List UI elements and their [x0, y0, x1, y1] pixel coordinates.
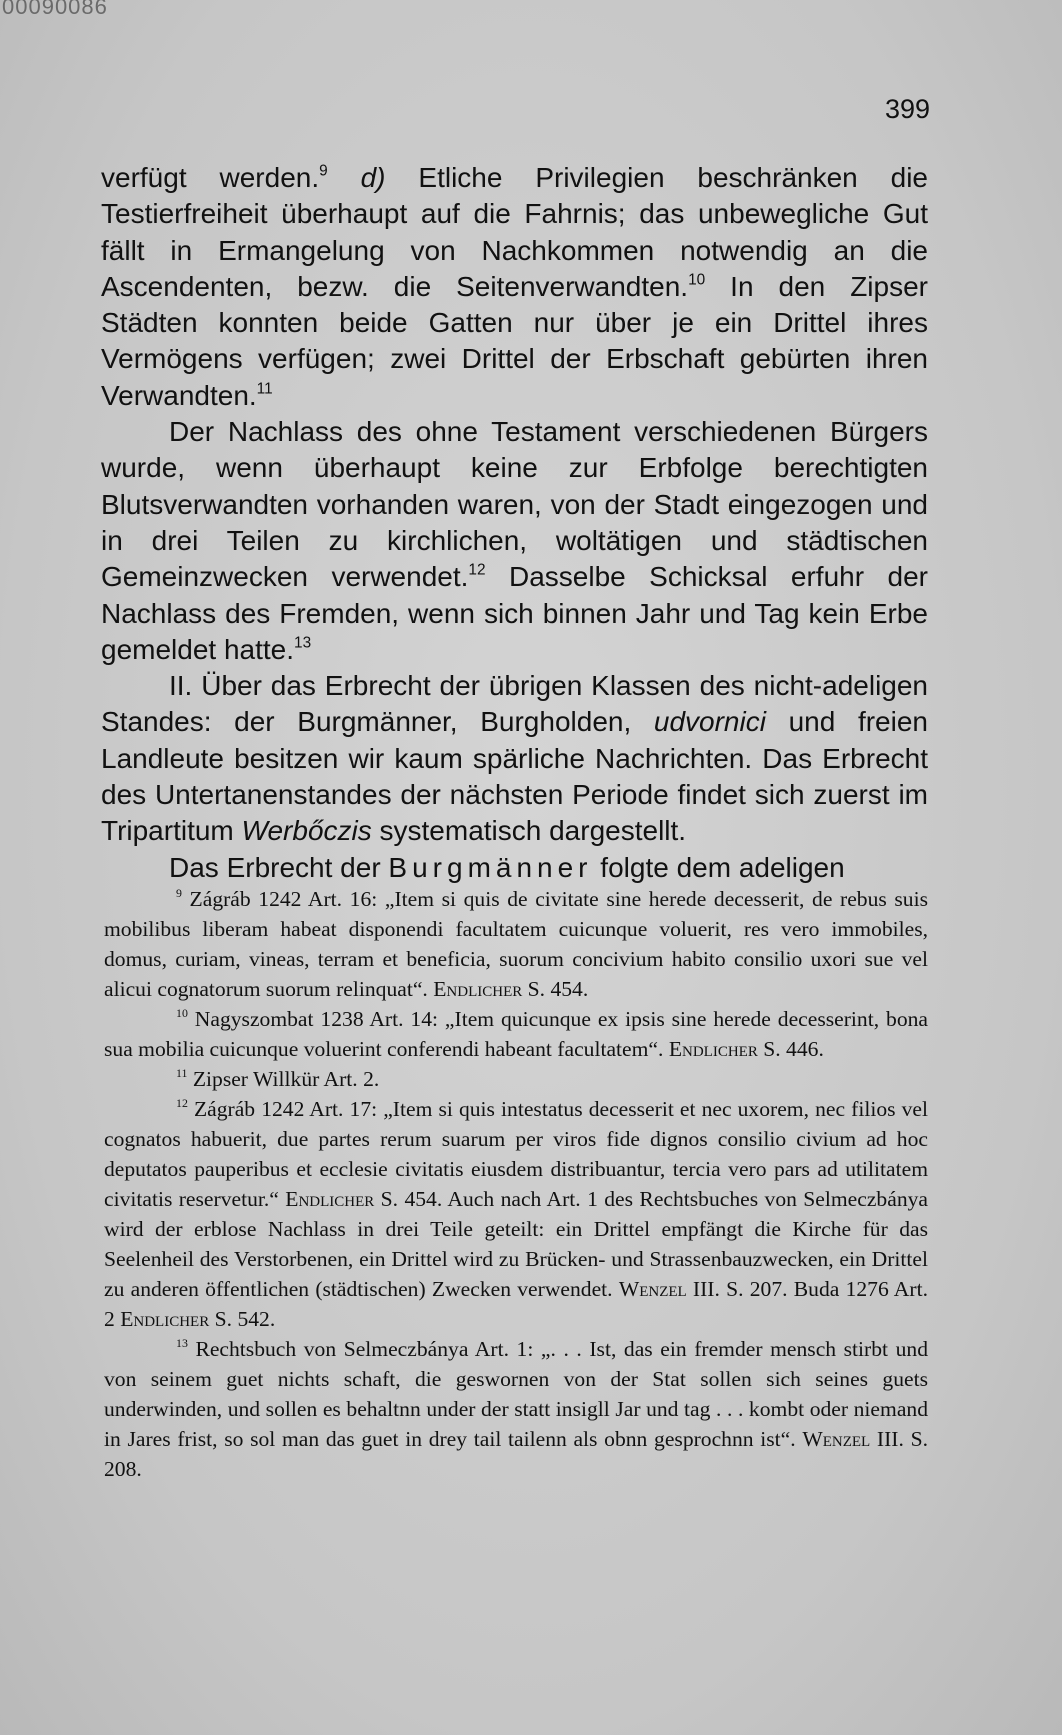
paragraph-1: verfügt werden.$^9$ d) Etliche Privilegien beschränken die Testierfreiheit überhaupt auf die Fahrnis; das unbewegliche Gut fällt in Ermangelung von Nachkommen notwendig an die Ascendenten, bezw. die Seitenverwandten.$^{10}$ In den Zipser Städten konnten beide Gatten nur über je ein Drittel ihres Vermögens verfügen; zwei Drittel der Erbschaft gebürten ihren Verwandten.$^{11}$ [101, 162, 929, 411]
footnote-11: $^{11}$ Zipser Willkür Art. 2. [176, 1066, 380, 1091]
paragraph-2: Der Nachlass des ohne Testament verschiedenen Bürgers wurde, wenn überhaupt keine zur Erbfolge berechtigten Blutsverwandten vorhanden waren, von der Stadt eingezogen und in drei Teilen zu kirchlichen, woltätigen und städtischen Gemeinzwecken verwendet.$^{12}$ Dasselbe Schicksal erfuhr der Nachlass des Fremden, wenn sich binnen Jahr und Tag kein Erbe gemeldet hatte.$^{13}$ [101, 416, 928, 665]
footnote-9: $^9$ Zágráb 1242 Art. 16: „Item si quis de civitate sine herede decesserit, de rebus suis mobilibus liberam habeat disponendi facultatem cuicunque voluerit, res vero immobiles, domus, curiam, vineas, terram et beneficia, suorum concivium habito consilio uxori sue vel alicui cognatorum suorum relinquat“. Endlicher S. 454. [104, 886, 928, 1001]
spaced-term-burgmanner: Burgmänner [388, 851, 593, 883]
footnote-ref-9: 9 [319, 162, 328, 180]
main-text [101, 160, 928, 886]
scan-id: 00090086 [2, 0, 108, 19]
paragraph-4: Das Erbrecht der Burgmänner folgte dem adeligen [169, 851, 845, 883]
footnote-ref-13: 13 [294, 634, 312, 652]
paragraph-3: II. Über das Erbrecht der übrigen Klassen des nicht-adeligen Standes: der Burgmänner, Burgholden, udvornici und freien Landleute besitzen wir kaum spärliche Nachrichten. Das Erbrecht des Untertanenstandes der nächsten Periode findet sich zuerst im Tripartitum Werbőczis systematisch dargestellt. [101, 670, 928, 847]
name-werboczi: Werbőczis [241, 815, 372, 847]
page-number: 399 [885, 94, 931, 124]
footnote-10: $^{10}$ Nagyszombat 1238 Art. 14: „Item quicunque ex ipsis sine herede decesserint, bona sua mobilia cuicunque voluerint conferendi habeant facultatem“. Endlicher S. 446. [104, 1006, 928, 1061]
footnote-12: $^{12}$ Zágráb 1242 Art. 17: „Item si quis intestatus decesserit et nec uxorem, nec filios vel cognatos habuerit, due partes rerum suarum per viros fide dignos consilio civium ad hoc deputatos pauperibus et ecclesie civitatis eiusdem distribuantur, tercia vero pars ad utilitatem civitatis reservetur.“ Endlicher S. 454. Auch nach Art. 1 des Rechtsbuches von Selmeczbánya wird der erblose Nachlass in drei Teile geteilt: ein Drittel empfängt die Kirche für das Seelenheil des Verstorbenen, ein Drittel wird zu Brücken- und Strassenbauzwecken, ein Drittel zu anderen öffentlichen (städtischen) Zwecken verwendet. Wenzel III. S. 207. Buda 1276 Art. 2 Endlicher S. 542. [104, 1096, 928, 1331]
footnote-ref-12: 12 [468, 561, 486, 579]
footnote-13: $^{13}$ Rechtsbuch von Selmeczbánya Art. 1: „. . . Ist, das ein fremder mensch stirbt und von seinem guet nichts schaft, die geswornen von der Stat sollen sich seines guets underwinden, und sollen es behaltnn under der statt insigll Jar und tag . . . kombt oder niemand in Jares frist, so sol man das guet in drey tail tailenn als obnn gesprochnn ist“. Wenzel III. S. 208. [104, 1336, 928, 1481]
footnotes [104, 884, 928, 1484]
footnote-ref-10: 10 [688, 271, 706, 289]
term-udvornici: udvornici [653, 706, 766, 738]
list-label-d: d) [360, 162, 386, 193]
footnote-ref-11: 11 [256, 380, 273, 398]
